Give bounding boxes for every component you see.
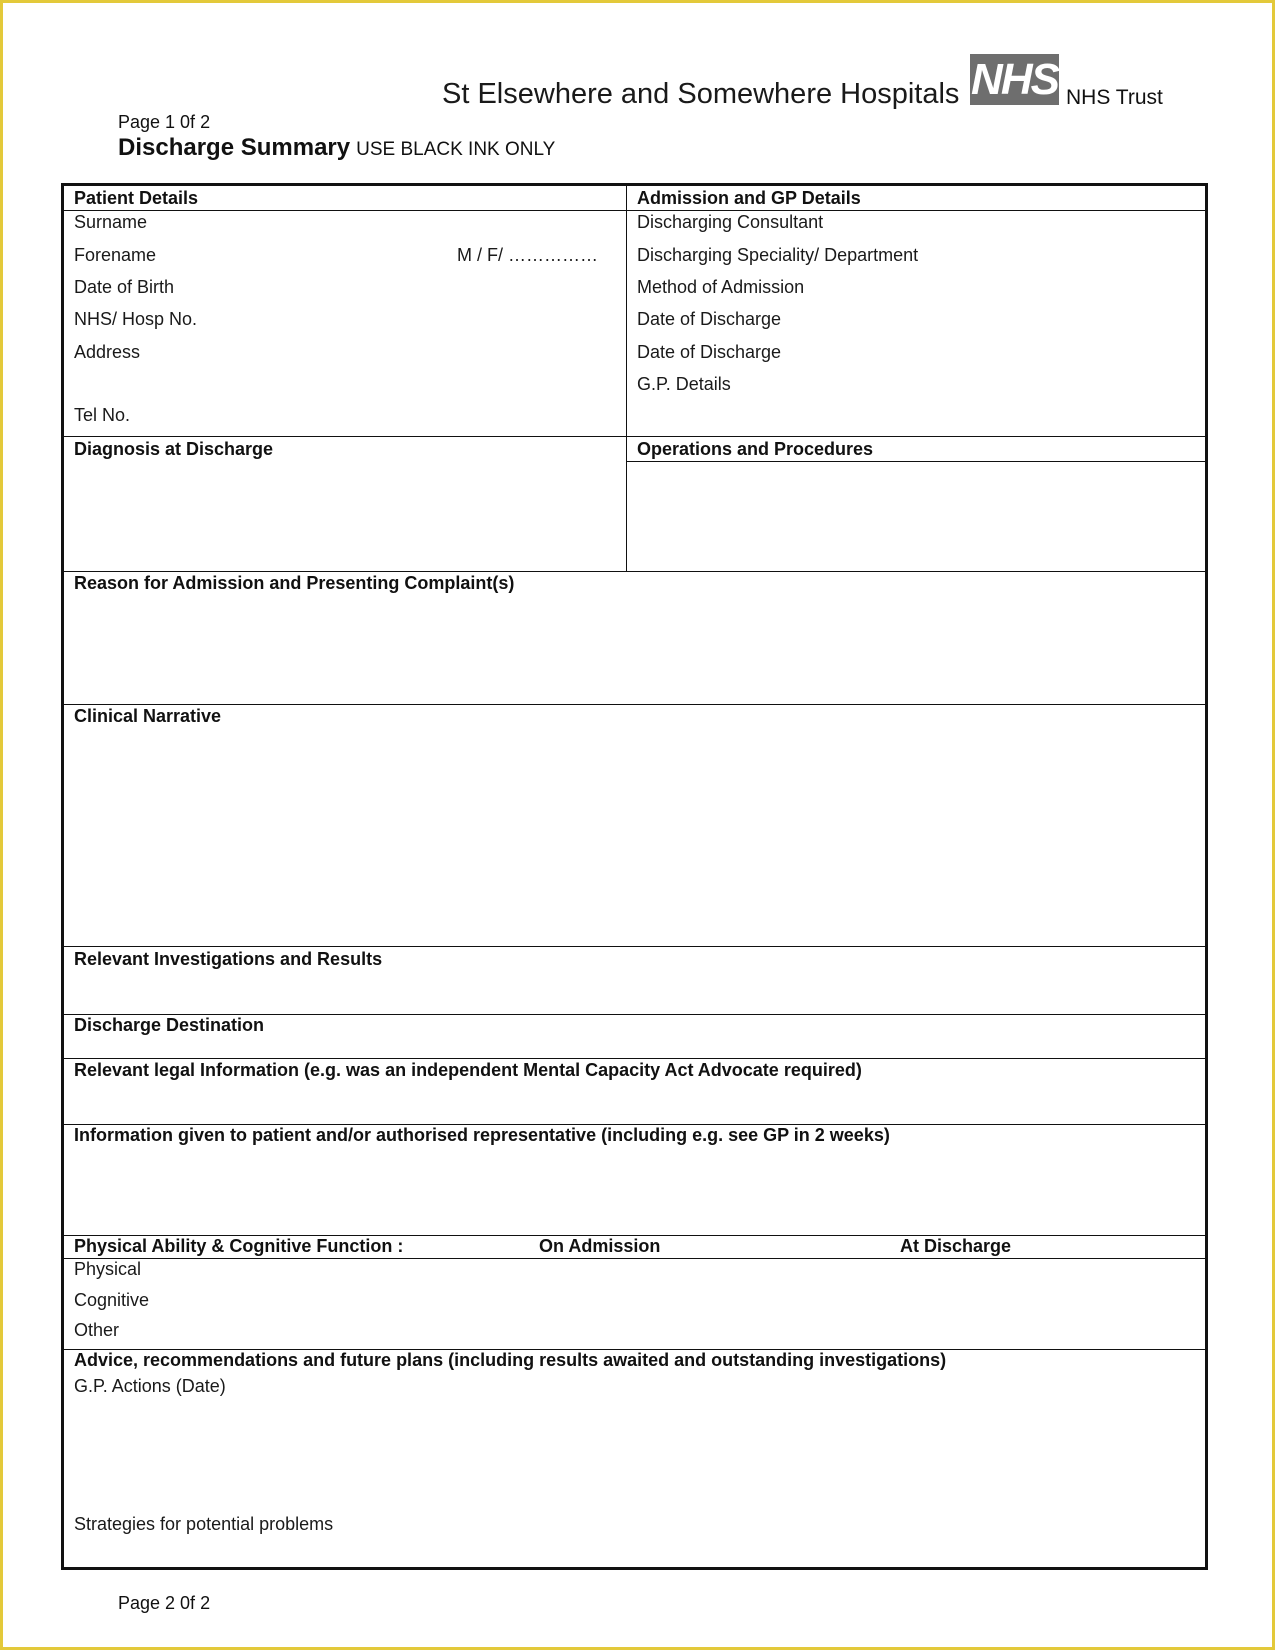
form-subtitle: USE BLACK INK ONLY [356, 139, 556, 160]
header-row-rule [64, 210, 1205, 211]
discharge-form [61, 183, 1208, 1570]
hospital-name: St Elsewhere and Somewhere Hospitals [442, 78, 960, 110]
discharge-date-field-2[interactable]: Date of Discharge [637, 342, 782, 362]
at-discharge-heading: At Discharge [900, 1236, 1012, 1256]
ability-row-cognitive[interactable]: Cognitive [74, 1290, 150, 1310]
admission-gp-heading: Admission and GP Details [637, 188, 861, 208]
rule-investigations [64, 946, 1205, 947]
rule-reason [64, 571, 1205, 572]
admission-method-field[interactable]: Method of Admission [637, 277, 805, 297]
destination-heading: Discharge Destination [74, 1015, 265, 1035]
advice-heading: Advice, recommendations and future plans (including results awaited and outstanding investigations) [74, 1350, 947, 1370]
reason-heading: Reason for Admission and Presenting Complaint(s) [74, 573, 515, 593]
column-divider-diagnosis [626, 437, 627, 572]
sex-field[interactable]: M / F/ …………… [457, 245, 598, 265]
investigations-heading: Relevant Investigations and Results [74, 949, 383, 969]
legal-heading: Relevant legal Information (e.g. was an independent Mental Capacity Act Advocate required) [74, 1060, 862, 1080]
nhs-logo: NHS [971, 55, 1058, 104]
dob-field[interactable]: Date of Birth [74, 277, 175, 297]
strategies-field[interactable]: Strategies for potential problems [74, 1514, 334, 1534]
rule-legal [64, 1058, 1205, 1059]
rule-operations-underline [626, 461, 1205, 462]
discharge-date-field[interactable]: Date of Discharge [637, 309, 782, 329]
info-given-heading: Information given to patient and/or authorised representative (including e.g. see GP in 2 weeks) [74, 1125, 890, 1145]
trust-label: NHS Trust [1066, 86, 1163, 109]
form-title [118, 134, 555, 162]
nhs-number-field[interactable]: NHS/ Hosp No. [74, 309, 198, 329]
rule-diagnosis [64, 436, 1205, 437]
surname-field[interactable]: Surname [74, 212, 148, 232]
gp-actions-field[interactable]: G.P. Actions (Date) [74, 1376, 226, 1396]
page-indicator-top: Page 1 0f 2 [118, 112, 211, 132]
ability-row-other[interactable]: Other [74, 1320, 120, 1340]
rule-ability-underline [64, 1258, 1205, 1259]
forename-field[interactable]: Forename [74, 245, 157, 265]
diagnosis-heading: Diagnosis at Discharge [74, 439, 274, 459]
address-field[interactable]: Address [74, 342, 141, 362]
on-admission-heading: On Admission [539, 1236, 661, 1256]
ability-row-physical[interactable]: Physical [74, 1259, 142, 1279]
patient-details-heading: Patient Details [74, 188, 199, 208]
rule-narrative [64, 704, 1205, 705]
narrative-heading: Clinical Narrative [74, 706, 222, 726]
page-indicator-bottom: Page 2 0f 2 [118, 1593, 211, 1613]
operations-heading: Operations and Procedures [637, 439, 874, 459]
ability-heading: Physical Ability & Cognitive Function : [74, 1236, 404, 1256]
consultant-field[interactable]: Discharging Consultant [637, 212, 824, 232]
speciality-field[interactable]: Discharging Speciality/ Department [637, 245, 919, 265]
form-title-text: Discharge Summary [118, 134, 351, 161]
gp-details-field[interactable]: G.P. Details [637, 374, 731, 394]
tel-field[interactable]: Tel No. [74, 405, 131, 425]
